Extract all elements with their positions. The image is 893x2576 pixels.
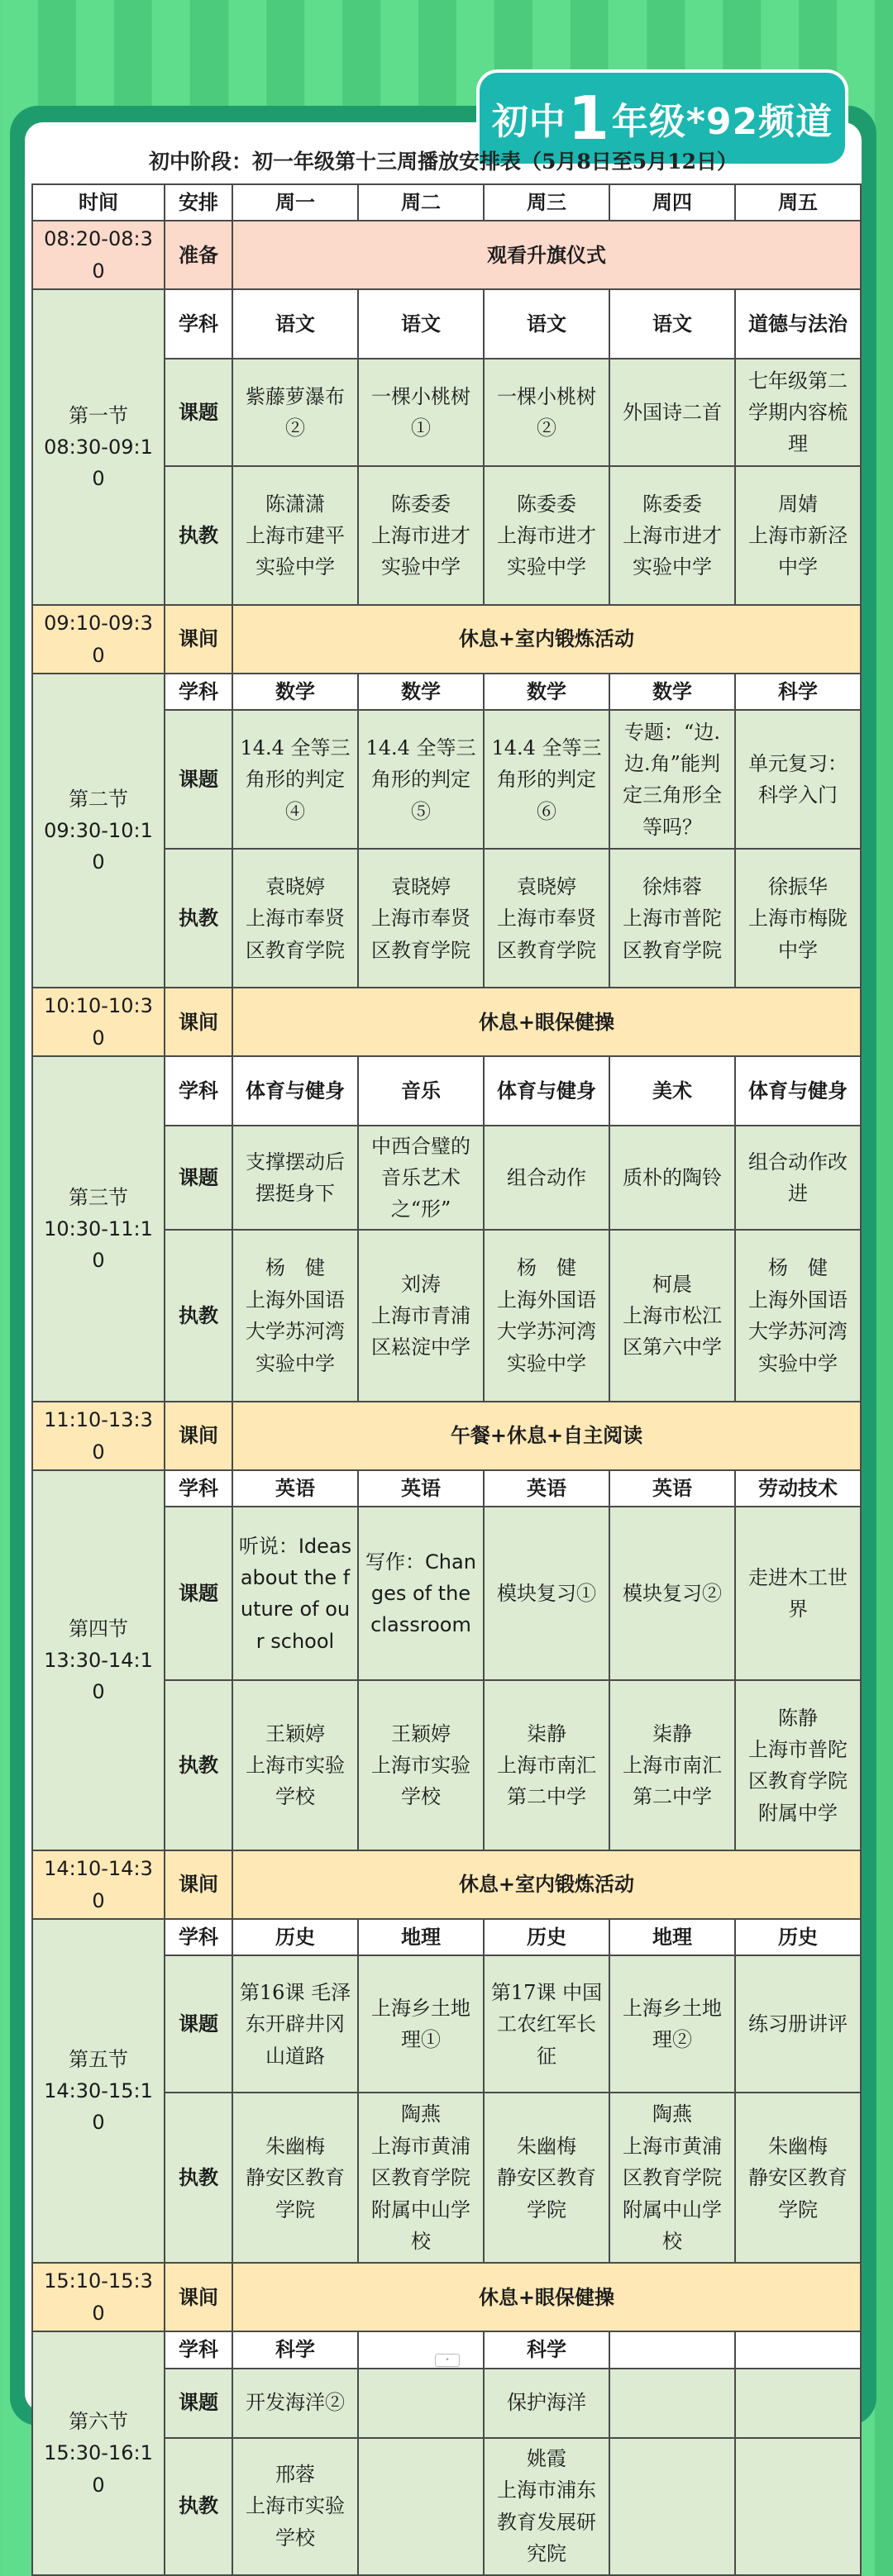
badge-prefix: 初中 xyxy=(491,101,566,143)
teacher-name: 杨 健 xyxy=(768,1256,828,1280)
teacher-label: 执教 xyxy=(165,2093,232,2263)
header-cell: 安排 xyxy=(165,184,232,221)
topic-cell: 中西合璧的音乐艺术之“形” xyxy=(358,1126,484,1230)
break-row xyxy=(32,1850,861,1919)
teacher-name: 柒静 xyxy=(652,1721,692,1745)
topic-cell: 保护海洋 xyxy=(484,2369,609,2438)
slot-label: 课间 xyxy=(165,1850,232,1919)
teacher-name: 姚霞 xyxy=(527,2446,566,2470)
teacher-name: 王颖婷 xyxy=(391,1721,451,1745)
topic-cell: 一棵小桃树② xyxy=(484,359,609,466)
header-cell: 周四 xyxy=(609,184,735,221)
teacher-name: 朱幽梅 xyxy=(768,2134,828,2158)
break-row xyxy=(32,988,861,1056)
teacher-school: 上海市普陀区教育学院 xyxy=(623,907,722,962)
teacher-cell xyxy=(232,466,358,605)
topic-cell: 练习册讲评 xyxy=(735,1955,861,2093)
teacher-name: 陈委委 xyxy=(517,492,576,516)
subject-label: 学科 xyxy=(165,1470,232,1507)
period-cell xyxy=(32,2331,165,2574)
teacher-name: 陶燕 xyxy=(652,2102,692,2126)
teacher-cell xyxy=(609,1680,735,1850)
teacher-school: 上海市浦东教育发展研究院 xyxy=(497,2478,596,2566)
subject-cell: 语文 xyxy=(609,289,735,359)
subject-cell: 劳动技术 xyxy=(735,1470,861,1507)
teacher-name: 徐炜蓉 xyxy=(642,874,702,898)
teacher-cell xyxy=(358,849,484,988)
period-name: 第六节 xyxy=(69,2409,128,2433)
teacher-name: 邢蓉 xyxy=(275,2463,315,2487)
topic-cell: 支撑摆动后摆挺身下 xyxy=(232,1126,358,1230)
teacher-cell xyxy=(358,466,484,605)
teacher-cell xyxy=(232,2093,358,2263)
teacher-school: 上海市青浦区崧淀中学 xyxy=(371,1303,470,1359)
badge-suffix: 年级*92频道 xyxy=(611,101,833,143)
period-name: 第三节 xyxy=(69,1185,128,1209)
teacher-cell xyxy=(735,849,861,988)
teacher-school: 静安区教育学院 xyxy=(497,2166,596,2221)
teacher-school: 静安区教育学院 xyxy=(246,2166,345,2221)
slot-time: 15:10-15:30 xyxy=(32,2263,165,2331)
teacher-school: 上海外国语大学苏河湾实验中学 xyxy=(246,1288,345,1375)
slot-time: 08:20-08:30 xyxy=(32,221,165,289)
slot-label: 课间 xyxy=(165,988,232,1056)
header-cell: 周五 xyxy=(735,184,861,221)
subject-cell: 道德与法治 xyxy=(735,289,861,359)
teacher-cell xyxy=(735,1230,861,1402)
subject-label: 学科 xyxy=(165,2331,232,2368)
subject-label: 学科 xyxy=(165,674,232,710)
teacher-school: 上海市松江区第六中学 xyxy=(623,1303,722,1359)
period-name: 第二节 xyxy=(69,787,128,811)
header-cell: 周二 xyxy=(358,184,484,221)
teacher-cell xyxy=(484,1680,609,1850)
teacher-school: 上海市普陀区教育学院附属中学 xyxy=(748,1737,848,1825)
period-time: 09:30-10:10 xyxy=(44,818,153,874)
teacher-school: 上海市实验学校 xyxy=(246,1754,345,1809)
page-indicator: • xyxy=(435,2354,460,2367)
teacher-school: 上海市进才实验中学 xyxy=(497,523,596,579)
subject-cell: 数学 xyxy=(358,674,484,710)
period-cell xyxy=(32,1056,165,1402)
period-subject-row xyxy=(32,1919,861,1955)
subject-cell xyxy=(609,2331,735,2368)
topic-cell: 14.4 全等三角形的判定④ xyxy=(232,710,358,849)
period-subject-row xyxy=(32,674,861,710)
teacher-cell xyxy=(232,1230,358,1402)
topic-cell: 第16课 毛泽东开辟井冈山道路 xyxy=(232,1955,358,2093)
period-subject-row xyxy=(32,1056,861,1126)
badge-grade-number: 1 xyxy=(567,83,610,153)
teacher-school: 上海外国语大学苏河湾实验中学 xyxy=(748,1288,848,1375)
topic-cell: 14.4 全等三角形的判定⑥ xyxy=(484,710,609,849)
teacher-name: 朱幽梅 xyxy=(265,2134,325,2158)
slot-time: 10:10-10:30 xyxy=(32,988,165,1056)
teacher-label: 执教 xyxy=(165,1680,232,1850)
subject-label: 学科 xyxy=(165,289,232,359)
subject-cell: 体育与健身 xyxy=(735,1056,861,1126)
subject-cell xyxy=(358,2331,484,2368)
teacher-school: 上海市奉贤区教育学院 xyxy=(246,907,345,962)
teacher-label: 执教 xyxy=(165,1230,232,1402)
topic-label: 课题 xyxy=(165,1955,232,2093)
schedule-title: 初中阶段：初一年级第十三周播放安排表（5月8日至5月12日） xyxy=(149,150,738,174)
subject-cell: 英语 xyxy=(232,1470,358,1507)
teacher-cell xyxy=(484,2093,609,2263)
topic-label: 课题 xyxy=(165,2369,232,2438)
subject-cell: 语文 xyxy=(232,289,358,359)
teacher-cell xyxy=(484,849,609,988)
period-cell xyxy=(32,289,165,605)
topic-cell: 14.4 全等三角形的判定⑤ xyxy=(358,710,484,849)
period-name: 第四节 xyxy=(69,1617,128,1640)
teacher-label: 执教 xyxy=(165,2438,232,2575)
topic-cell: 专题：“边.边.角”能判定三角形全等吗？ xyxy=(609,710,735,849)
period-time: 14:30-15:10 xyxy=(44,2079,153,2135)
teacher-label: 执教 xyxy=(165,466,232,605)
teacher-name: 王颖婷 xyxy=(265,1721,325,1745)
subject-cell: 数学 xyxy=(609,674,735,710)
topic-cell: 上海乡土地理① xyxy=(358,1955,484,2093)
teacher-name: 周婧 xyxy=(778,492,818,516)
teacher-cell xyxy=(735,2438,861,2575)
slot-time: 14:10-14:30 xyxy=(32,1850,165,1919)
subject-cell: 历史 xyxy=(232,1919,358,1955)
subject-cell: 体育与健身 xyxy=(484,1056,609,1126)
teacher-label: 执教 xyxy=(165,849,232,988)
teacher-school: 上海市梅陇中学 xyxy=(748,907,848,962)
period-time: 10:30-11:10 xyxy=(44,1217,153,1273)
teacher-cell xyxy=(735,466,861,605)
teacher-cell xyxy=(358,1230,484,1402)
teacher-name: 徐振华 xyxy=(768,874,828,898)
subject-cell: 语文 xyxy=(358,289,484,359)
topic-cell: 走进木工世界 xyxy=(735,1507,861,1680)
subject-cell: 科学 xyxy=(232,2331,358,2368)
slot-activity: 休息+眼保健操 xyxy=(232,988,861,1056)
period-subject-row xyxy=(32,289,861,359)
teacher-name: 陈静 xyxy=(778,1706,818,1730)
slot-label: 准备 xyxy=(165,221,232,289)
subject-cell: 英语 xyxy=(609,1470,735,1507)
teacher-name: 柒静 xyxy=(527,1721,566,1745)
subject-cell: 体育与健身 xyxy=(232,1056,358,1126)
period-name: 第一节 xyxy=(69,403,128,427)
topic-cell: 一棵小桃树① xyxy=(358,359,484,466)
teacher-name: 杨 健 xyxy=(517,1256,576,1280)
teacher-school: 上海市实验学校 xyxy=(246,2494,345,2550)
header-cell: 周三 xyxy=(484,184,609,221)
subject-cell: 英语 xyxy=(484,1470,609,1507)
header-row xyxy=(32,184,861,221)
subject-cell: 地理 xyxy=(609,1919,735,1955)
topic-cell: 开发海洋② xyxy=(232,2369,358,2438)
teacher-cell xyxy=(358,2093,484,2263)
period-subject-row xyxy=(32,1470,861,1507)
teacher-cell xyxy=(609,2438,735,2575)
slot-time: 09:10-09:30 xyxy=(32,605,165,674)
teacher-school: 上海市南汇第二中学 xyxy=(623,1754,722,1809)
teacher-school: 静安区教育学院 xyxy=(748,2166,848,2221)
teacher-name: 朱幽梅 xyxy=(517,2134,576,2158)
teacher-cell xyxy=(609,1230,735,1402)
teacher-cell xyxy=(609,2093,735,2263)
topic-cell: 质朴的陶铃 xyxy=(609,1126,735,1230)
teacher-school: 上海市进才实验中学 xyxy=(623,523,722,579)
subject-cell: 数学 xyxy=(232,674,358,710)
topic-cell: 听说：Ideas about the future of our school xyxy=(232,1507,358,1680)
topic-cell xyxy=(358,2369,484,2438)
slot-activity: 休息+室内锻炼活动 xyxy=(232,605,861,674)
topic-cell: 组合动作 xyxy=(484,1126,609,1230)
teacher-school: 上海市奉贤区教育学院 xyxy=(371,907,470,962)
teacher-cell xyxy=(358,2438,484,2575)
teacher-cell xyxy=(735,1680,861,1850)
period-time: 15:30-16:10 xyxy=(44,2441,153,2497)
subject-cell: 语文 xyxy=(484,289,609,359)
teacher-cell xyxy=(484,2438,609,2575)
topic-cell xyxy=(609,2369,735,2438)
teacher-school: 上海市黄浦区教育学院附属中山学校 xyxy=(371,2134,470,2254)
period-cell xyxy=(32,1470,165,1850)
subject-cell: 地理 xyxy=(358,1919,484,1955)
teacher-cell xyxy=(232,849,358,988)
teacher-school: 上海市南汇第二中学 xyxy=(497,1754,596,1809)
break-row xyxy=(32,1402,861,1470)
subject-cell: 数学 xyxy=(484,674,609,710)
break-row xyxy=(32,2263,861,2331)
teacher-cell xyxy=(735,2093,861,2263)
period-time: 13:30-14:10 xyxy=(44,1648,153,1704)
subject-label: 学科 xyxy=(165,1919,232,1955)
teacher-name: 陈潇潇 xyxy=(265,492,325,516)
teacher-school: 上海市奉贤区教育学院 xyxy=(497,907,596,962)
topic-cell: 单元复习：科学入门 xyxy=(735,710,861,849)
subject-cell: 科学 xyxy=(484,2331,609,2368)
slot-activity: 休息+室内锻炼活动 xyxy=(232,1850,861,1919)
flag-ceremony-row xyxy=(32,221,861,289)
subject-label: 学科 xyxy=(165,1056,232,1126)
period-cell xyxy=(32,674,165,988)
teacher-name: 袁晓婷 xyxy=(391,874,451,898)
teacher-name: 杨 健 xyxy=(265,1256,325,1280)
topic-label: 课题 xyxy=(165,710,232,849)
subject-cell: 美术 xyxy=(609,1056,735,1126)
subject-cell: 英语 xyxy=(358,1470,484,1507)
teacher-name: 陈委委 xyxy=(391,492,451,516)
teacher-cell xyxy=(232,2438,358,2575)
topic-cell: 紫藤萝瀑布② xyxy=(232,359,358,466)
teacher-name: 陈委委 xyxy=(642,492,702,516)
slot-activity: 休息+眼保健操 xyxy=(232,2263,861,2331)
slot-activity: 观看升旗仪式 xyxy=(232,221,861,289)
topic-cell: 第17课 中国工农红军长征 xyxy=(484,1955,609,2093)
topic-cell: 写作：Changes of the classroom xyxy=(358,1507,484,1680)
slot-label: 课间 xyxy=(165,605,232,674)
teacher-name: 柯晨 xyxy=(652,1272,692,1296)
schedule-table xyxy=(31,183,862,2576)
teacher-school: 上海市实验学校 xyxy=(371,1754,470,1809)
break-row xyxy=(32,605,861,674)
teacher-cell xyxy=(609,466,735,605)
header-cell: 周一 xyxy=(232,184,358,221)
subject-cell xyxy=(735,2331,861,2368)
subject-cell: 音乐 xyxy=(358,1056,484,1126)
teacher-school: 上海市黄浦区教育学院附属中山学校 xyxy=(623,2134,722,2254)
subject-cell: 科学 xyxy=(735,674,861,710)
teacher-cell xyxy=(232,1680,358,1850)
period-cell xyxy=(32,1919,165,2263)
slot-label: 课间 xyxy=(165,1402,232,1470)
topic-label: 课题 xyxy=(165,1126,232,1230)
teacher-cell xyxy=(484,466,609,605)
teacher-cell xyxy=(484,1230,609,1402)
teacher-cell xyxy=(609,849,735,988)
topic-cell: 外国诗二首 xyxy=(609,359,735,466)
teacher-name: 陶燕 xyxy=(401,2102,441,2126)
topic-cell: 模块复习② xyxy=(609,1507,735,1680)
subject-cell: 历史 xyxy=(735,1919,861,1955)
slot-time: 11:10-13:30 xyxy=(32,1402,165,1470)
teacher-school: 上海市新泾中学 xyxy=(748,523,848,579)
topic-cell xyxy=(735,2369,861,2438)
subject-cell: 历史 xyxy=(484,1919,609,1955)
header-cell: 时间 xyxy=(32,184,165,221)
teacher-school: 上海市进才实验中学 xyxy=(371,523,470,579)
teacher-school: 上海市建平实验中学 xyxy=(246,523,345,579)
topic-label: 课题 xyxy=(165,1507,232,1680)
slot-activity: 午餐+休息+自主阅读 xyxy=(232,1402,861,1470)
teacher-school: 上海外国语大学苏河湾实验中学 xyxy=(497,1288,596,1375)
topic-cell: 模块复习① xyxy=(484,1507,609,1680)
teacher-name: 刘涛 xyxy=(401,1272,441,1296)
topic-cell: 组合动作改进 xyxy=(735,1126,861,1230)
slot-label: 课间 xyxy=(165,2263,232,2331)
period-name: 第五节 xyxy=(69,2047,128,2071)
teacher-name: 袁晓婷 xyxy=(265,874,325,898)
teacher-cell xyxy=(358,1680,484,1850)
period-time: 08:30-09:10 xyxy=(44,435,153,491)
topic-label: 课题 xyxy=(165,359,232,466)
topic-cell: 七年级第二学期内容梳理 xyxy=(735,359,861,466)
teacher-name: 袁晓婷 xyxy=(517,874,576,898)
topic-cell: 上海乡土地理② xyxy=(609,1955,735,2093)
